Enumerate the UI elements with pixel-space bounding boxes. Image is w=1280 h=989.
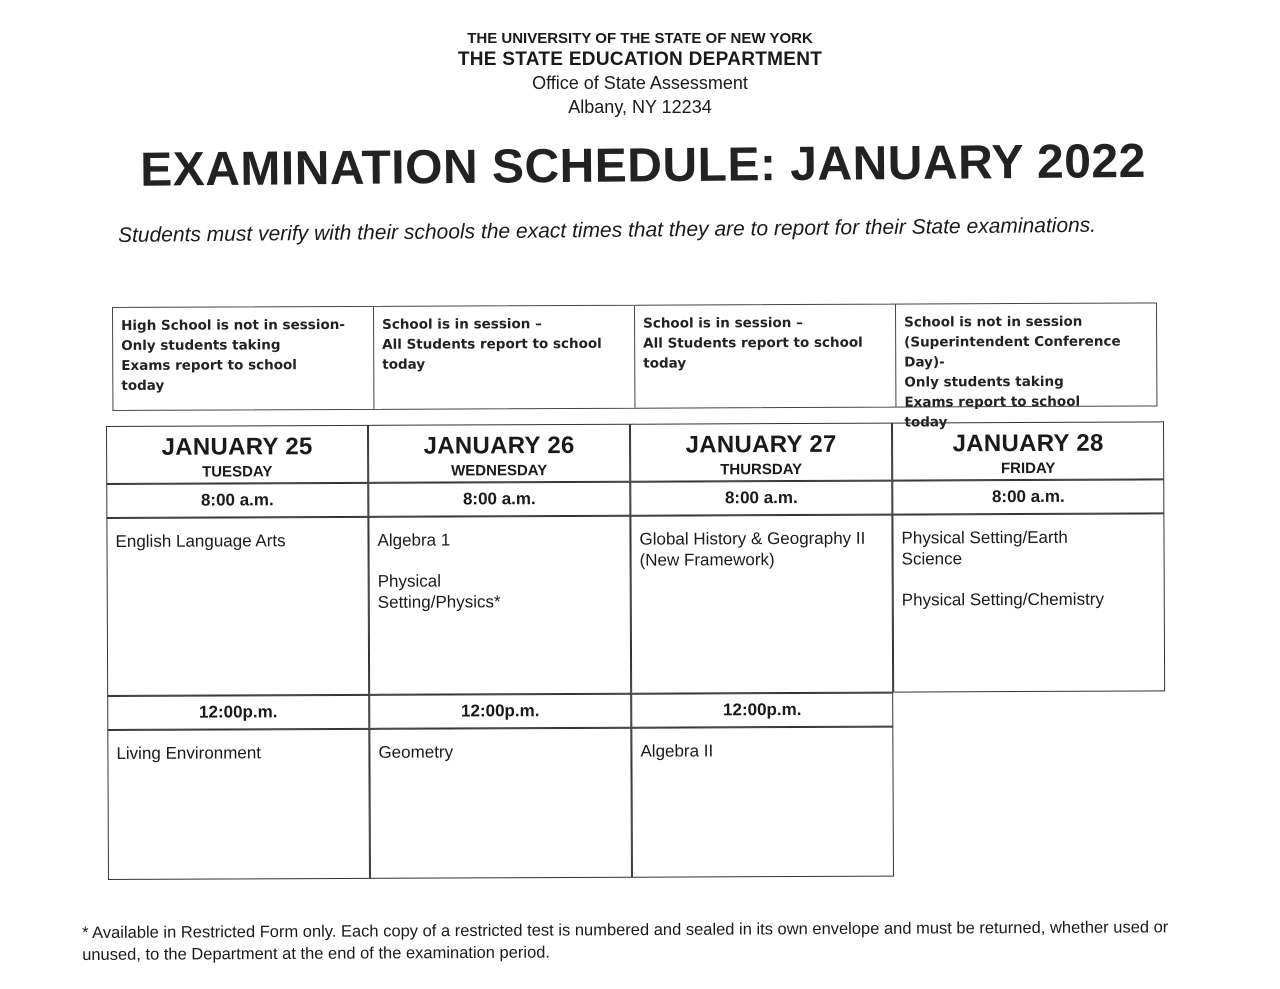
day-column-jan25 [106, 425, 368, 763]
restricted-form-footnote: * Available in Restricted Form only. Each copy of a restricted test is numbered and sealed in its own envelope and must be returned, whether used or unused, to the Department at the end of the examination period. [82, 918, 1169, 964]
day-weekday: WEDNESDAY [451, 462, 548, 480]
morning-exams [630, 515, 893, 694]
exam-item: Global History & Geography II (New Framework) [639, 528, 866, 570]
day-weekday: TUESDAY [202, 463, 273, 481]
day-header [368, 424, 630, 483]
day-column-jan26 [368, 424, 630, 762]
exam-item: Algebra 1 [377, 530, 451, 550]
day-weekday: THURSDAY [720, 460, 803, 479]
session-note-jan28: School is not in session (Superintendent Conference Day)- Only students taking Exams report to school today [895, 303, 1156, 406]
day-date: JANUARY 28 [952, 429, 1104, 458]
day-header [106, 425, 368, 484]
afternoon-exams [107, 729, 370, 880]
afternoon-time: 12:00p.m. [369, 694, 631, 729]
exam-item: Living Environment [116, 743, 262, 763]
exam-item: Physical Setting/Physics* [377, 571, 501, 612]
page-subtitle: Students must verify with their schools the exact times that they are to report for their State examinations. [117, 213, 1097, 247]
day-column-jan27 [630, 423, 892, 761]
exam-item: Physical Setting/Chemistry [901, 589, 1104, 610]
session-note-jan27: School is in session – All Students report to school today [634, 305, 895, 408]
session-note-jan26: School is in session – All Students report to school today [373, 306, 634, 409]
day-header [892, 421, 1164, 480]
office-name: Office of State Assessment [532, 73, 748, 93]
day-header [630, 423, 892, 482]
morning-exams [892, 513, 1165, 692]
exam-item: Physical Setting/Earth Science [901, 527, 1068, 569]
university-name: THE UNIVERSITY OF THE STATE OF NEW YORK [467, 30, 813, 47]
morning-time: 8:00 a.m. [892, 479, 1164, 514]
morning-time: 8:00 a.m. [368, 482, 630, 517]
day-date: JANUARY 27 [685, 430, 837, 459]
morning-time: 8:00 a.m. [630, 481, 892, 516]
page-title: EXAMINATION SCHEDULE: JANUARY 2022 [139, 134, 1147, 197]
exam-item: Geometry [378, 742, 454, 762]
exam-item: Algebra II [640, 741, 714, 761]
session-note-jan25: High School is not in session- Only students taking Exams report to school today [121, 316, 345, 394]
morning-time: 8:00 a.m. [106, 483, 368, 518]
day-weekday: FRIDAY [1000, 459, 1056, 478]
session-status-table [112, 302, 1157, 431]
day-column-jan28 [892, 421, 1154, 610]
day-date: JANUARY 25 [161, 433, 313, 461]
department-name: THE STATE EDUCATION DEPARTMENT [457, 49, 823, 70]
morning-exams [106, 517, 369, 696]
afternoon-exams [631, 727, 894, 878]
day-date: JANUARY 26 [423, 431, 575, 460]
exam-item: English Language Arts [115, 531, 286, 551]
office-address: Albany, NY 12234 [568, 97, 712, 117]
afternoon-time: 12:00p.m. [107, 695, 369, 730]
morning-exams [368, 516, 631, 695]
afternoon-exams [369, 728, 632, 879]
afternoon-time: 12:00p.m. [631, 693, 893, 728]
